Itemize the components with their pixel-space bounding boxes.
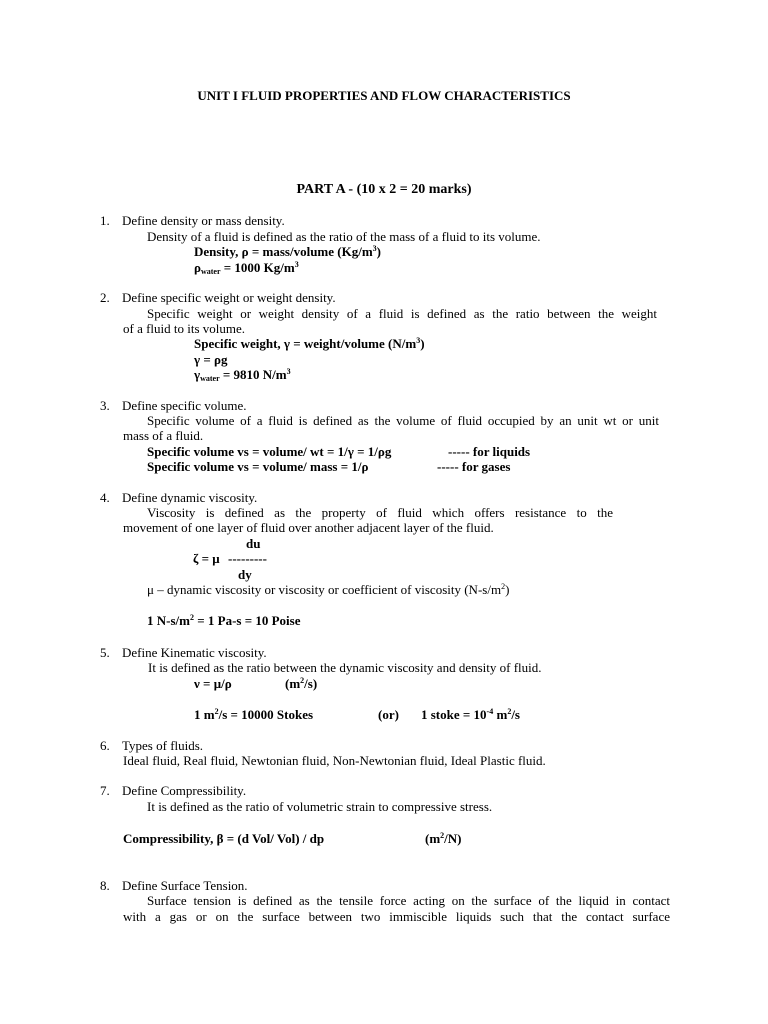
question-number: 7.: [100, 783, 110, 798]
formula-note-liquids: ----- for liquids: [448, 444, 531, 459]
fraction-lhs: ζ = μ: [193, 551, 220, 566]
question-7: [100, 783, 246, 798]
question-number: 3.: [100, 398, 110, 413]
question-6: [100, 738, 203, 753]
fraction-denominator: dy: [238, 567, 252, 582]
answer-text: It is defined as the ratio between the dynamic viscosity and density of fluid.: [148, 660, 542, 675]
part-heading: PART A - (10 x 2 = 20 marks): [296, 182, 472, 197]
answer-text: Surface tension is defined as the tensile force acting on the surface of the liquid in contact: [147, 893, 670, 908]
formula-kinematic: ν = μ/ρ: [194, 676, 232, 691]
formula-specific-weight: Specific weight, γ = weight/volume $(N/m^3)$: [194, 336, 425, 351]
question-text: Define Kinematic viscosity.: [122, 645, 267, 660]
fraction-bar: ---------: [228, 551, 267, 566]
formula-compressibility: Compressibility, β = (d Vol/ Vol) / dp: [123, 831, 325, 846]
answer-text: mass of a fluid.: [123, 428, 204, 443]
question-number: 1.: [100, 213, 110, 228]
answer-text: Density of a fluid is defined as the ratio of the mass of a fluid to its volume.: [147, 229, 541, 244]
question-text: Define density or mass density.: [122, 213, 285, 228]
formula-gamma-water: $\gamma_{water} = 9810$ $N/m^3$: [194, 367, 291, 383]
answer-text: of a fluid to its volume.: [123, 321, 246, 336]
question-text: Define Compressibility.: [122, 783, 247, 798]
question-text: Define specific weight or weight density.: [122, 290, 336, 305]
answer-text: Specific volume of a fluid is defined as the volume of fluid occupied by an unit wt or unit: [147, 413, 659, 428]
answer-text: Viscosity is defined as the property of fluid which offers resistance to the: [147, 505, 613, 520]
question-number: 4.: [100, 490, 110, 505]
answer-text: Ideal fluid, Real fluid, Newtonian fluid, Non-Newtonian fluid, Ideal Plastic fluid.: [123, 753, 546, 768]
question-2: [100, 290, 336, 305]
formula-kinematic-unit: $(m^2/s)$: [285, 676, 318, 691]
question-text: Define specific volume.: [122, 398, 247, 413]
fraction-numerator: du: [246, 536, 261, 551]
question-number: 2.: [100, 290, 110, 305]
formula-specific-volume-liquids: Specific volume vs = volume/ wt = 1/γ = 1/ρg: [147, 444, 392, 459]
document-title: UNIT I FLUID PROPERTIES AND FLOW CHARACTERISTICS: [197, 88, 571, 103]
question-text: Define Surface Tension.: [122, 878, 248, 893]
formula-stoke: 1 stoke = $10^{-4}$ $m^2/s$: [421, 707, 520, 722]
formula-compressibility-unit: $(m^2/N)$: [425, 831, 462, 846]
answer-text: movement of one layer of fluid over another adjacent layer of the fluid.: [123, 520, 494, 535]
question-1: [100, 213, 285, 228]
question-text: Define dynamic viscosity.: [122, 490, 258, 505]
formula-poise: 1 $N-s/m^2 = 1$ Pa-s = 10 Poise: [147, 613, 301, 628]
question-3: [100, 398, 247, 413]
question-number: 5.: [100, 645, 110, 660]
question-4: [100, 490, 257, 505]
formula-gamma: γ = ρg: [194, 352, 228, 367]
answer-text: It is defined as the ratio of volumetric strain to compressive stress.: [147, 799, 493, 814]
formula-note-gases: ----- for gases: [437, 459, 511, 474]
formula-or: (or): [378, 707, 399, 722]
formula-specific-volume-gases: Specific volume vs = volume/ mass = 1/ρ: [147, 459, 369, 474]
question-8: [100, 878, 248, 893]
question-5: [100, 645, 267, 660]
answer-text: with a gas or on the surface between two immiscible liquids such that the contact surface: [123, 909, 670, 924]
question-number: 6.: [100, 738, 110, 753]
question-text: Types of fluids.: [122, 738, 204, 753]
question-number: 8.: [100, 878, 110, 893]
formula-density: Density, ρ = mass/volume $(Kg/m^3)$: [194, 244, 382, 259]
answer-text: Specific weight or weight density of a fluid is defined as the ratio between the weight: [147, 306, 657, 321]
mu-definition: μ – dynamic viscosity or viscosity or coefficient of viscosity $(N-s/m^2)$: [147, 582, 510, 597]
formula-stokes: 1 $m^2/s = 10000$ Stokes: [194, 707, 314, 722]
formula-density-water: $\rho_{water} = 1000$ $Kg/m^3$: [194, 260, 299, 276]
